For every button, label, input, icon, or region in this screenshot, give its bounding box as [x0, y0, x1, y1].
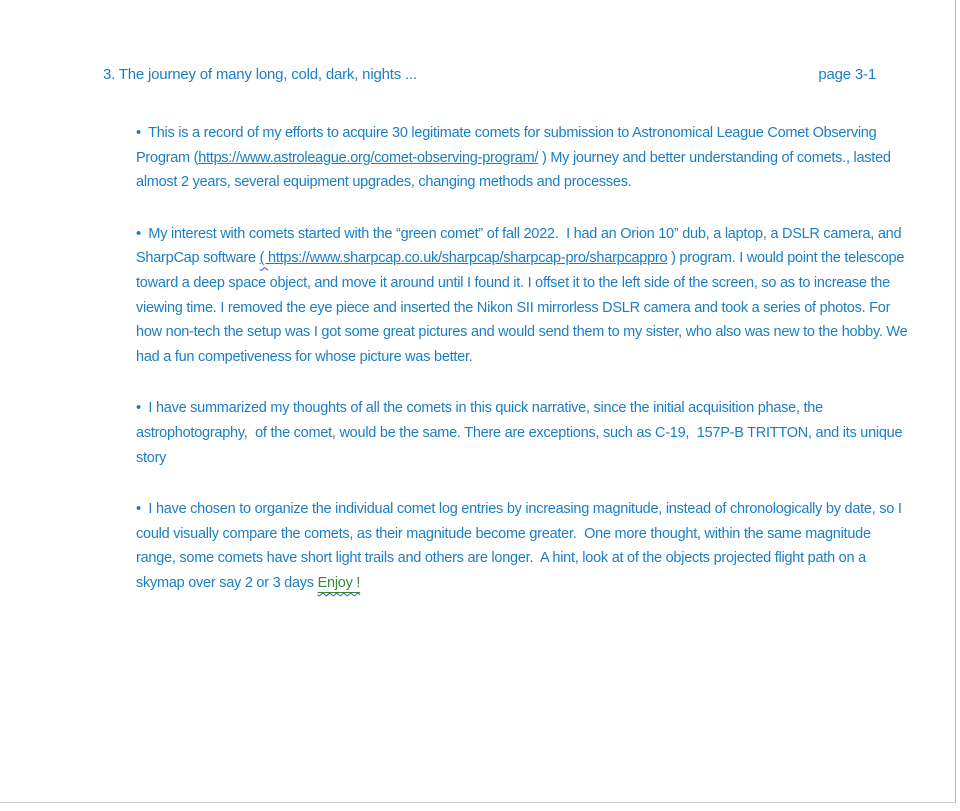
- paragraph-text: • This is a record of my efforts to acquire 30 legitimate comets for submission to Astronomical League Comet Observing Program (: [136, 125, 881, 166]
- bullet-paragraph-organization: [136, 497, 910, 595]
- document-header: [103, 66, 876, 83]
- astroleague-link[interactable]: https://www.astroleague.org/comet-observing-program/: [198, 149, 539, 166]
- page-border-bottom: [0, 802, 956, 803]
- bullet-paragraph-intro: [136, 121, 910, 195]
- paragraph-text: ) My journey and better understanding of comets., lasted almost 2 years, several equipment upgrades, changing methods and processes.: [136, 149, 895, 191]
- paragraph-text: • My interest with comets started with the “green comet” of fall 2022. I had an Orion 10” dub, a laptop, a DSLR camera, and SharpCap software: [136, 225, 906, 267]
- paragraph-text: • I have summarized my thoughts of all the comets in this quick narrative, since the initial acquisition phase, the astrophotography, of the comet, would be the same. There are exceptions, such as C-19, 157P-B TRITTON, and its unique story: [136, 400, 907, 466]
- page-number: page 3-1: [818, 66, 876, 83]
- enjoy-link-text: Enjoy !: [317, 574, 361, 591]
- sharpcap-link[interactable]: [260, 250, 668, 266]
- paragraph-text: ) program. I would point the telescope toward a deep space object, and move it around until I found it. I offset it to the left side of the screen, so as to increase the viewing time. I removed the eye piece and inserted the Nikon SII mirrorless DSLR camera and took a series of photos. For how non-tech the setup was I got some great pictures and would send them to my sister, who also was new to the hobby. We had a fun competiveness for whose picture was better.: [136, 250, 912, 365]
- page-border-right: [955, 0, 956, 803]
- enjoy-link[interactable]: [318, 575, 361, 591]
- sharpcap-link-url: https://www.sharpcap.co.uk/sharpcap/sharpcap-pro/sharpcappro: [268, 250, 668, 267]
- document-body: [136, 121, 910, 623]
- spellcheck-squiggle: (: [259, 250, 269, 267]
- paragraph-text: • I have chosen to organize the individual comet log entries by increasing magnitude, instead of chronologically by date, so I could visually compare the comets, as their magnitude become greater. One more thought, within the same magnitude range, some comets have short light trails and others are longer. A hint, look at of the objects projected flight path on a skymap over say 2 or 3 days: [136, 501, 906, 591]
- bullet-paragraph-summary: [136, 396, 910, 470]
- bullet-paragraph-green-comet: [136, 222, 910, 370]
- header-title: 3. The journey of many long, cold, dark, nights ...: [103, 66, 417, 83]
